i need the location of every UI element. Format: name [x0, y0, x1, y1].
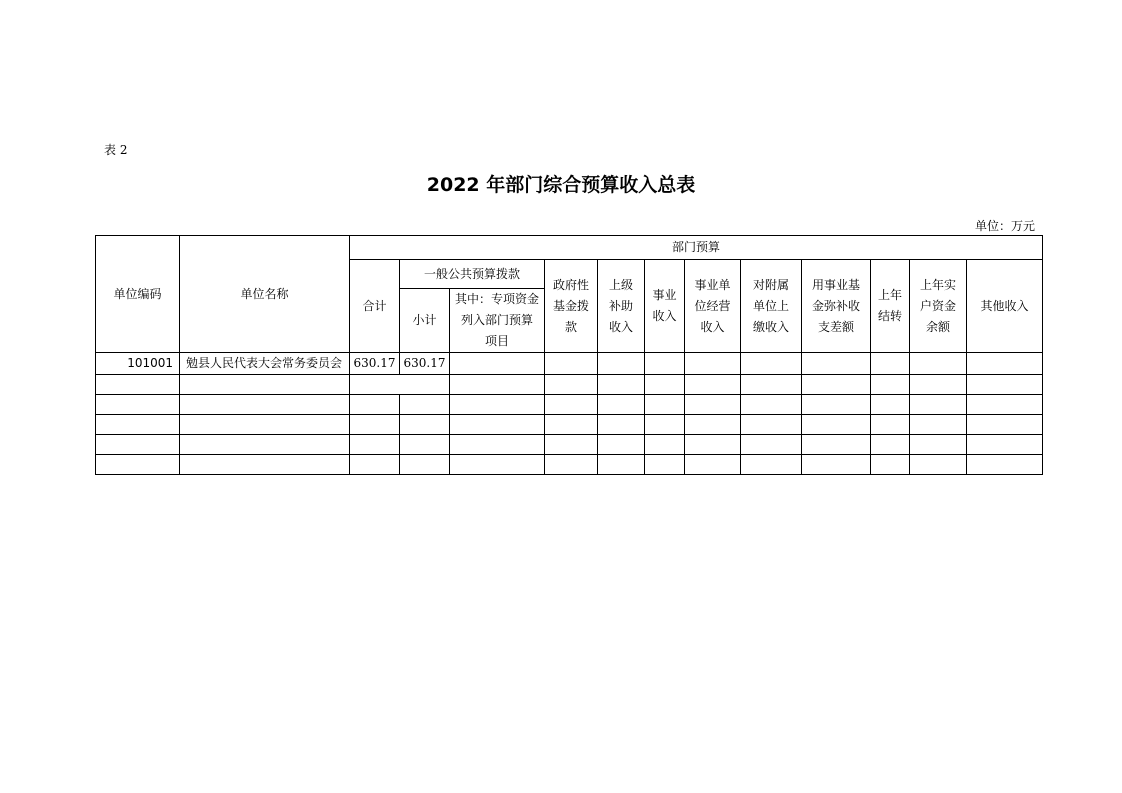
header-dept-budget: 部门预算	[350, 236, 1043, 260]
cell-empty	[545, 455, 598, 475]
table-row	[96, 395, 1043, 415]
cell-empty	[802, 375, 871, 395]
header-general-public-budget: 一般公共预算拨款	[400, 260, 545, 289]
table-row	[96, 353, 1043, 375]
cell-empty	[871, 395, 910, 415]
cell-empty	[741, 353, 802, 375]
cell-empty	[645, 415, 685, 435]
header-unit-name: 单位名称	[180, 236, 350, 353]
cell-empty	[350, 415, 400, 435]
cell-empty	[910, 455, 967, 475]
cell-empty	[350, 375, 450, 395]
cell-empty	[967, 455, 1043, 475]
cell-empty	[96, 455, 180, 475]
cell-empty	[450, 375, 545, 395]
cell-empty	[450, 395, 545, 415]
cell-empty	[741, 435, 802, 455]
cell-empty	[871, 353, 910, 375]
cell-unit-name: 勉县人民代表大会常务委员会	[180, 353, 350, 375]
cell-empty	[545, 353, 598, 375]
header-fund-deficit: 用事业基 金弥补收 支差额	[802, 260, 871, 353]
cell-empty	[96, 375, 180, 395]
cell-empty	[598, 455, 645, 475]
header-business-income: 事业 收入	[645, 260, 685, 353]
cell-empty	[598, 435, 645, 455]
cell-empty	[802, 455, 871, 475]
cell-empty	[685, 375, 741, 395]
cell-empty	[450, 435, 545, 455]
cell-empty	[96, 395, 180, 415]
budget-income-table	[95, 235, 1043, 475]
header-subtotal: 小计	[400, 289, 450, 353]
cell-empty	[967, 395, 1043, 415]
cell-empty	[350, 455, 400, 475]
table-row	[96, 375, 1043, 395]
page-title: 2022 年部门综合预算收入总表	[426, 174, 696, 196]
cell-empty	[545, 375, 598, 395]
cell-empty	[400, 455, 450, 475]
cell-empty	[967, 375, 1043, 395]
cell-empty	[802, 395, 871, 415]
cell-empty	[450, 353, 545, 375]
cell-empty	[350, 395, 400, 415]
cell-empty	[645, 375, 685, 395]
cell-empty	[741, 395, 802, 415]
cell-empty	[645, 353, 685, 375]
cell-empty	[598, 353, 645, 375]
cell-empty	[910, 415, 967, 435]
cell-empty	[400, 395, 450, 415]
cell-empty	[802, 435, 871, 455]
cell-empty	[910, 435, 967, 455]
cell-empty	[598, 415, 645, 435]
cell-empty	[400, 415, 450, 435]
cell-empty	[598, 395, 645, 415]
cell-empty	[967, 353, 1043, 375]
unit-label: 单位：万元	[974, 219, 1035, 233]
cell-empty	[802, 415, 871, 435]
cell-empty	[871, 435, 910, 455]
table-row	[96, 455, 1043, 475]
cell-empty	[180, 455, 350, 475]
cell-empty	[685, 455, 741, 475]
header-account-balance: 上年实 户资金 余额	[910, 260, 967, 353]
cell-empty	[741, 455, 802, 475]
cell-total: 630.17	[350, 353, 400, 375]
cell-empty	[685, 435, 741, 455]
header-carry-over: 上年 结转	[871, 260, 910, 353]
cell-empty	[967, 435, 1043, 455]
table-row	[96, 435, 1043, 455]
cell-empty	[910, 395, 967, 415]
cell-empty	[802, 353, 871, 375]
cell-empty	[545, 415, 598, 435]
header-unit-code: 单位编码	[96, 236, 180, 353]
cell-empty	[871, 375, 910, 395]
table-row	[96, 415, 1043, 435]
header-operating-income: 事业单 位经营 收入	[685, 260, 741, 353]
cell-empty	[871, 455, 910, 475]
cell-empty	[598, 375, 645, 395]
table-label: 表 2	[104, 143, 128, 157]
cell-empty	[967, 415, 1043, 435]
cell-subtotal: 630.17	[400, 353, 450, 375]
cell-empty	[350, 435, 400, 455]
cell-empty	[645, 395, 685, 415]
cell-empty	[180, 415, 350, 435]
cell-empty	[685, 415, 741, 435]
cell-empty	[645, 455, 685, 475]
cell-empty	[910, 353, 967, 375]
cell-empty	[180, 435, 350, 455]
header-other-income: 其他收入	[967, 260, 1043, 353]
cell-empty	[180, 395, 350, 415]
cell-unit-code: 101001	[96, 353, 180, 375]
cell-empty	[450, 415, 545, 435]
cell-empty	[545, 395, 598, 415]
cell-empty	[741, 415, 802, 435]
cell-empty	[450, 455, 545, 475]
cell-empty	[400, 435, 450, 455]
header-special-fund: 其中：专项资金 列入部门预算 项目	[450, 289, 545, 353]
header-gov-fund: 政府性 基金拨 款	[545, 260, 598, 353]
cell-empty	[96, 415, 180, 435]
cell-empty	[645, 435, 685, 455]
cell-empty	[910, 375, 967, 395]
cell-empty	[180, 375, 350, 395]
header-superior-subsidy: 上级 补助 收入	[598, 260, 645, 353]
cell-empty	[685, 395, 741, 415]
header-total: 合计	[350, 260, 400, 353]
cell-empty	[96, 435, 180, 455]
cell-empty	[685, 353, 741, 375]
cell-empty	[545, 435, 598, 455]
cell-empty	[871, 415, 910, 435]
cell-empty	[741, 375, 802, 395]
header-affiliated-payment: 对附属 单位上 缴收入	[741, 260, 802, 353]
